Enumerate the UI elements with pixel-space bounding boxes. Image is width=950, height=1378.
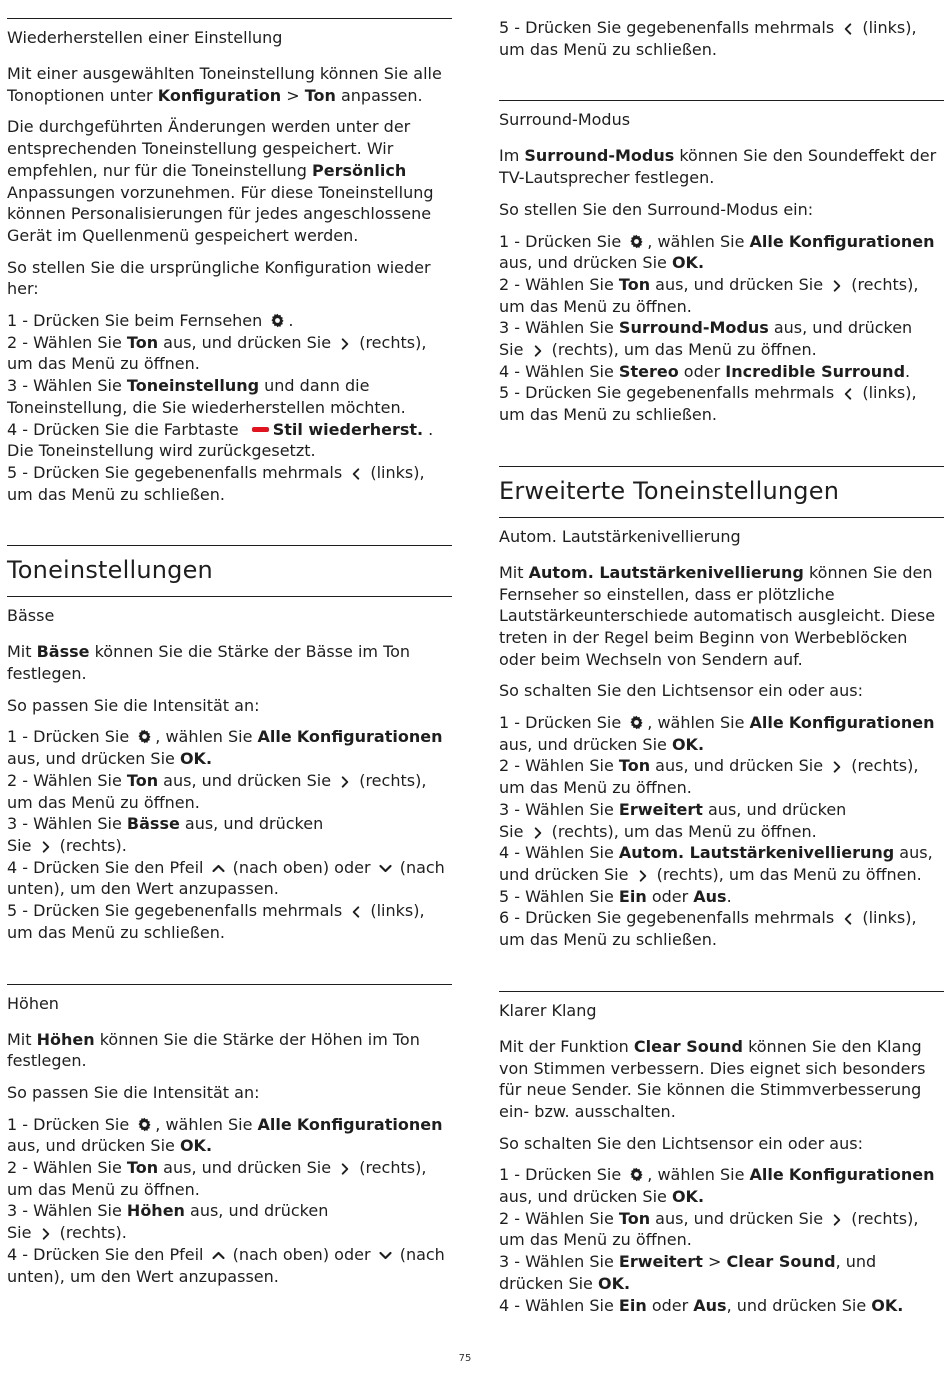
gear-icon (628, 233, 645, 250)
step-text: Wählen Sie (525, 756, 619, 776)
gear-icon (269, 312, 286, 329)
step-text: aus, und drücken (179, 814, 324, 834)
section-divider (7, 984, 452, 985)
step-text: (rechts), um das Menü zu öffnen. (651, 864, 922, 884)
step-text: Drücken Sie den Pfeil (33, 857, 209, 877)
menu-term: Surround-Modus (524, 146, 675, 166)
menu-term: Ton (126, 1158, 159, 1178)
step-text: Wählen Sie (33, 1158, 127, 1178)
step-number: 3 - (7, 814, 34, 834)
step-text: Drücken Sie gegebenenfalls mehrmals (525, 908, 840, 928)
step-number: 3 - (7, 1201, 34, 1221)
step-text: (rechts). (54, 1223, 127, 1243)
step-text: Drücken Sie (525, 713, 627, 733)
step-number: 2 - (7, 1158, 34, 1178)
menu-term: Ein (618, 886, 647, 906)
step-text: oder (646, 1295, 694, 1315)
step-text: (rechts), um das Menü zu öffnen. (546, 821, 817, 841)
step-text: und drücken Sie (499, 864, 634, 884)
step-text: Sie (7, 1223, 37, 1243)
step-text: aus, und drücken Sie (7, 749, 180, 769)
step-text: Drücken Sie (33, 1114, 135, 1134)
step-text: (nach unten), um den Wert anzupassen. (7, 1244, 445, 1286)
step-text: (links), um das Menü zu schließen. (499, 383, 917, 425)
paragraph (7, 63, 452, 106)
menu-term: Stereo (618, 361, 679, 381)
step-text: (links), um das Menü zu schließen. (7, 462, 425, 504)
step-list (7, 1114, 452, 1288)
ok-key: OK. (671, 1187, 705, 1207)
menu-term: Erweitert (618, 1252, 703, 1272)
step-text: , wählen Sie (647, 1165, 750, 1185)
gear-icon (628, 714, 645, 731)
ok-key: OK. (179, 1136, 213, 1156)
menu-term: Autom. Lautstärkenivellierung (528, 562, 804, 582)
paragraph (499, 562, 944, 671)
menu-term: Konfigurationen (788, 713, 935, 733)
separator: > (702, 1252, 727, 1272)
step-text: aus, und drücken (184, 1201, 329, 1221)
menu-term: Höhen (126, 1201, 185, 1221)
step-number: 6 - (499, 908, 526, 928)
chevron-right-icon (338, 337, 352, 351)
gear-icon (136, 1116, 153, 1133)
step-number: 1 - (7, 1114, 34, 1134)
chevron-left-icon (349, 467, 363, 481)
step-number: 2 - (7, 332, 34, 352)
step-list (499, 712, 944, 951)
text: können Sie den Soundeffekt der TV-Lautsprecher festlegen. (499, 146, 937, 188)
step-text: Drücken Sie die Farbtaste (33, 419, 244, 439)
step-number: 2 - (499, 756, 526, 776)
ok-key: OK. (871, 1295, 904, 1315)
step-number: 5 - (7, 901, 34, 921)
step-text: Wählen Sie (525, 886, 619, 906)
menu-term: Incredible Surround (725, 361, 906, 381)
step-number: 2 - (499, 274, 526, 294)
gear-icon (628, 1166, 645, 1183)
step-text: Drücken Sie gegebenenfalls mehrmals (33, 901, 348, 921)
step-number: 1 - (499, 713, 526, 733)
step-text: aus, und drücken Sie (158, 1158, 337, 1178)
step-text: aus, (894, 843, 933, 863)
menu-term: Clear Sound (633, 1036, 743, 1056)
paragraph: So stellen Sie die ursprüngliche Konfiguration wieder her: (7, 257, 431, 299)
menu-term: Aus (693, 886, 727, 906)
section-heading-surround: Surround-Modus (499, 110, 631, 130)
paragraph: So passen Sie die Intensität an: (7, 1082, 260, 1102)
step-number: 3 - (499, 799, 526, 819)
text: können Sie den Klang von Stimmen verbessern. Dies eignet sich besonders für neue Sender. Sie können die Stimmverbesserung ein- bzw. ausschalten. (499, 1036, 926, 1121)
ok-key: OK. (597, 1273, 631, 1293)
step-text: Wählen Sie (33, 814, 127, 834)
step-number: 3 - (499, 1252, 526, 1272)
step-number: 4 - (7, 1244, 34, 1264)
step-text: Wählen Sie (525, 1208, 619, 1228)
chevron-left-icon (841, 912, 855, 926)
step-number: 5 - (7, 462, 34, 482)
menu-term: Konfigurationen (296, 1114, 443, 1134)
chapter-heading-erweitert: Erweiterte Toneinstellungen (499, 476, 840, 505)
text: anpassen. (335, 85, 423, 105)
ok-key: OK. (671, 253, 705, 273)
step-text: (rechts), um das Menü zu öffnen. (7, 332, 427, 374)
step-text: Wählen Sie (525, 799, 619, 819)
step-text: und dann die Toneinstellung, die Sie wiederherstellen möchten. (7, 376, 406, 417)
step-text: aus, und drücken (702, 799, 847, 819)
menu-term: Ton (126, 332, 159, 352)
step-text: aus, und drücken Sie (650, 274, 829, 294)
arrow-down-icon (378, 1248, 393, 1263)
step-text: oder (678, 361, 726, 381)
section-heading-lautstaerke: Autom. Lautstärkenivellierung (499, 526, 741, 546)
step-text: Sie (7, 835, 37, 855)
menu-term: Ein (618, 1295, 647, 1315)
step-text: aus, und drücken Sie (158, 332, 337, 352)
menu-term: Bässe (36, 642, 90, 662)
section-heading-hoehen: Höhen (7, 993, 59, 1013)
step-text: Wählen Sie (33, 1201, 127, 1221)
menu-term: Alle (257, 727, 292, 747)
step-number: 1 - (7, 311, 34, 331)
section-divider (499, 100, 944, 101)
step-text: (links), um das Menü zu schließen. (499, 908, 917, 950)
menu-term: Ton (304, 85, 336, 105)
arrow-up-icon (211, 861, 226, 876)
step-text: Drücken Sie (525, 1165, 627, 1185)
chevron-right-icon (830, 279, 844, 293)
step-text: Drücken Sie gegebenenfalls mehrmals (525, 383, 840, 403)
section-divider (499, 991, 944, 992)
gear-icon (136, 728, 153, 745)
chevron-right-icon (39, 840, 53, 854)
step-text: , und drücken Sie (499, 1252, 877, 1293)
paragraph (7, 1029, 452, 1072)
chevron-right-icon (830, 1213, 844, 1227)
menu-term: Erweitert (618, 799, 703, 819)
step-number: 4 - (499, 843, 526, 863)
step-text: Wählen Sie (525, 1295, 619, 1315)
section-divider (499, 466, 944, 467)
step-text: Wählen Sie (525, 318, 619, 338)
separator: > (281, 85, 305, 105)
step-number: 4 - (499, 361, 526, 381)
section-heading-klarer-klang: Klarer Klang (499, 1000, 597, 1020)
step-text: Drücken Sie gegebenenfalls mehrmals (525, 18, 840, 37)
menu-term: Ton (126, 770, 159, 790)
menu-term: Höhen (36, 1029, 95, 1049)
step-text: Drücken Sie den Pfeil (33, 1244, 209, 1264)
paragraph: So stellen Sie den Surround-Modus ein: (499, 199, 814, 219)
step-text: (nach unten), um den Wert anzupassen. (7, 857, 445, 899)
step-text: , wählen Sie (155, 727, 258, 747)
step-text: (rechts), um das Menü zu öffnen. (7, 1158, 427, 1199)
step-text: (nach oben) oder (227, 1244, 376, 1264)
text: können Sie die Stärke der Höhen im Ton festlegen. (7, 1029, 420, 1071)
step-text: Wählen Sie (525, 1252, 619, 1272)
menu-term: Ton (618, 756, 651, 776)
chevron-right-icon (830, 760, 844, 774)
step-list: 1 - Drücken Sie beim Fernsehen . 2 - Wählen Sie Ton aus, und drücken Sie (rechts), um das Menü zu öffnen. 3 - Wählen Sie Toneinstellung und dann die Toneinstellung, die Sie wiederherstellen möchten. 4 - Drücken Sie die Farbtaste Stil wiederherst. . Die Toneinstellung wird zurückgesetzt. 5 - Drücken Sie gegebenenfalls mehrmals (links), um das Menü zu schließen. (7, 311, 434, 504)
step-text: (links), um das Menü zu schließen. (7, 901, 425, 942)
section-heading-restore: Wiederherstellen einer Einstellung (7, 28, 283, 47)
left-column (7, 0, 452, 1287)
paragraph: So schalten Sie den Lichtsensor ein oder aus: (499, 681, 863, 701)
step-text: , wählen Sie (647, 231, 750, 251)
chevron-left-icon (841, 22, 855, 36)
step-text: Sie (499, 821, 529, 841)
section-divider (7, 18, 452, 19)
chevron-right-icon (636, 869, 650, 883)
step-number: 5 - (499, 886, 526, 906)
menu-term: Stil wiederherst. (272, 419, 424, 439)
menu-term: Surround-Modus (618, 318, 769, 338)
menu-term: Aus (693, 1295, 727, 1315)
step-text: aus, und drücken Sie (158, 770, 337, 790)
step-text: (rechts), um das Menü zu öffnen. (499, 1208, 919, 1250)
step-text: Drücken Sie (33, 727, 135, 747)
menu-term: Konfigurationen (296, 727, 443, 747)
step-number: 1 - (7, 727, 34, 747)
paragraph (499, 145, 944, 188)
step-text: aus, und drücken (768, 318, 913, 338)
text: Mit (7, 1029, 37, 1049)
step-number: 5 - (499, 383, 526, 403)
step-number: 2 - (7, 770, 34, 790)
paragraph: So passen Sie die Intensität an: (7, 695, 260, 715)
step-number: 4 - (7, 419, 34, 439)
step-text: Sie (499, 340, 529, 360)
chevron-right-icon (531, 344, 545, 358)
menu-term: Autom. Lautstärkenivellierung (618, 843, 895, 863)
step-number: 2 - (499, 1208, 526, 1228)
page-number: 75 (458, 1353, 472, 1364)
ok-key: OK. (179, 749, 213, 769)
menu-term: Alle (749, 713, 784, 733)
step-text: (rechts), um das Menü zu öffnen. (499, 274, 919, 316)
step-text: aus, und drücken Sie (650, 756, 829, 776)
step-text: oder (646, 886, 694, 906)
menu-term: Ton (618, 274, 651, 294)
text: Mit (7, 642, 37, 662)
step-text: . (905, 361, 911, 381)
step-text: Wählen Sie (33, 332, 127, 352)
step-text: Wählen Sie (525, 361, 619, 381)
step-text: Wählen Sie (33, 376, 127, 396)
step-text: , wählen Sie (155, 1114, 258, 1134)
text: Mit einer ausgewählten Toneinstellung können Sie alle Tonoptionen unter (7, 64, 442, 105)
section-divider (7, 596, 452, 597)
step-text: aus, und drücken Sie (499, 1187, 672, 1207)
ok-key: OK. (671, 734, 705, 754)
step-number: 5 - (499, 18, 526, 37)
step-number: 1 - (499, 231, 526, 251)
step-text: aus, und drücken Sie (499, 253, 672, 273)
step-text: Drücken Sie (525, 231, 627, 251)
chevron-right-icon (531, 826, 545, 840)
text: Im (499, 146, 525, 166)
step-number: 3 - (499, 318, 526, 338)
chevron-left-icon (349, 905, 363, 919)
menu-term: Clear Sound (726, 1252, 836, 1272)
paragraph (499, 1036, 944, 1123)
right-column (499, 0, 944, 1316)
menu-term: Alle (257, 1114, 292, 1134)
chevron-right-icon (39, 1227, 53, 1241)
step-number: 1 - (499, 1165, 526, 1185)
step-text: (nach oben) oder (227, 857, 376, 877)
step-list (7, 726, 452, 943)
arrow-up-icon (211, 1248, 226, 1263)
step-text: Wählen Sie (525, 274, 619, 294)
menu-term: Alle (749, 1165, 784, 1185)
text: Mit (499, 562, 529, 582)
step-text: , wählen Sie (647, 713, 750, 733)
step-list (499, 1164, 944, 1316)
step-number: 4 - (499, 1295, 526, 1315)
step-text: (rechts). (54, 835, 127, 855)
chevron-right-icon (338, 775, 352, 789)
chevron-left-icon (841, 387, 855, 401)
paragraph: So schalten Sie den Lichtsensor ein oder aus: (499, 1133, 863, 1153)
chevron-right-icon (338, 1162, 352, 1176)
section-divider (7, 545, 452, 546)
step-text: Wählen Sie (33, 770, 127, 790)
step-text: . Die Toneinstellung wird zurückgesetzt. (7, 419, 434, 461)
menu-term: Alle (749, 231, 784, 251)
step-text: (rechts), um das Menü zu öffnen. (546, 340, 817, 360)
menu-term: Toneinstellung (126, 376, 260, 396)
step-text: aus, und drücken Sie (650, 1208, 829, 1228)
menu-term: Persönlich (312, 160, 407, 180)
text: Anpassungen vorzunehmen. Für diese Toneinstellung können Personalisierungen für jedes angeschlossene Gerät im Quellenmenü gespeichert werden. (7, 182, 434, 245)
step-number: 4 - (7, 857, 34, 877)
step-list (499, 17, 944, 60)
step-text: . (726, 886, 732, 906)
section-heading-baesse: Bässe (7, 606, 55, 626)
red-color-key-icon (252, 427, 269, 432)
menu-term: Konfigurationen (788, 231, 935, 251)
step-text: aus, und drücken Sie (499, 734, 672, 754)
step-text: Drücken Sie gegebenenfalls mehrmals (33, 462, 348, 482)
text: können Sie die Stärke der Bässe im Ton festlegen. (7, 642, 411, 684)
step-text: , und drücken Sie (726, 1295, 872, 1315)
step-number: 3 - (7, 376, 34, 396)
arrow-down-icon (378, 861, 393, 876)
menu-term: Konfiguration (157, 85, 282, 105)
menu-term: Ton (618, 1208, 651, 1228)
text: Mit der Funktion (499, 1036, 634, 1056)
step-list (499, 231, 944, 426)
step-text: Wählen Sie (525, 843, 619, 863)
paragraph (7, 116, 452, 246)
menu-term: Bässe (126, 814, 180, 834)
menu-term: Konfigurationen (788, 1165, 935, 1185)
step-text: (links), um das Menü zu schließen. (499, 18, 917, 59)
text: können Sie den Fernseher so einstellen, dass er plötzliche Lautstärkeunterschiede automatisch ausgleicht. Diese treten in der Regel beim Beginn von Werbeblöcken oder beim Wechseln von Sendern auf. (499, 562, 936, 669)
step-text: (rechts), um das Menü zu öffnen. (499, 756, 919, 798)
text: Die durchgeführten Änderungen werden unter der entsprechenden Toneinstellung gespeichert. Wir empfehlen, nur für die Toneinstellung (7, 117, 411, 180)
section-divider (499, 517, 944, 518)
paragraph (7, 641, 452, 684)
chapter-heading-toneinstellungen: Toneinstellungen (7, 556, 213, 585)
step-text: aus, und drücken Sie (7, 1136, 180, 1156)
step-text: (rechts), um das Menü zu öffnen. (7, 770, 427, 812)
step-text: Drücken Sie beim Fernsehen (33, 311, 268, 331)
